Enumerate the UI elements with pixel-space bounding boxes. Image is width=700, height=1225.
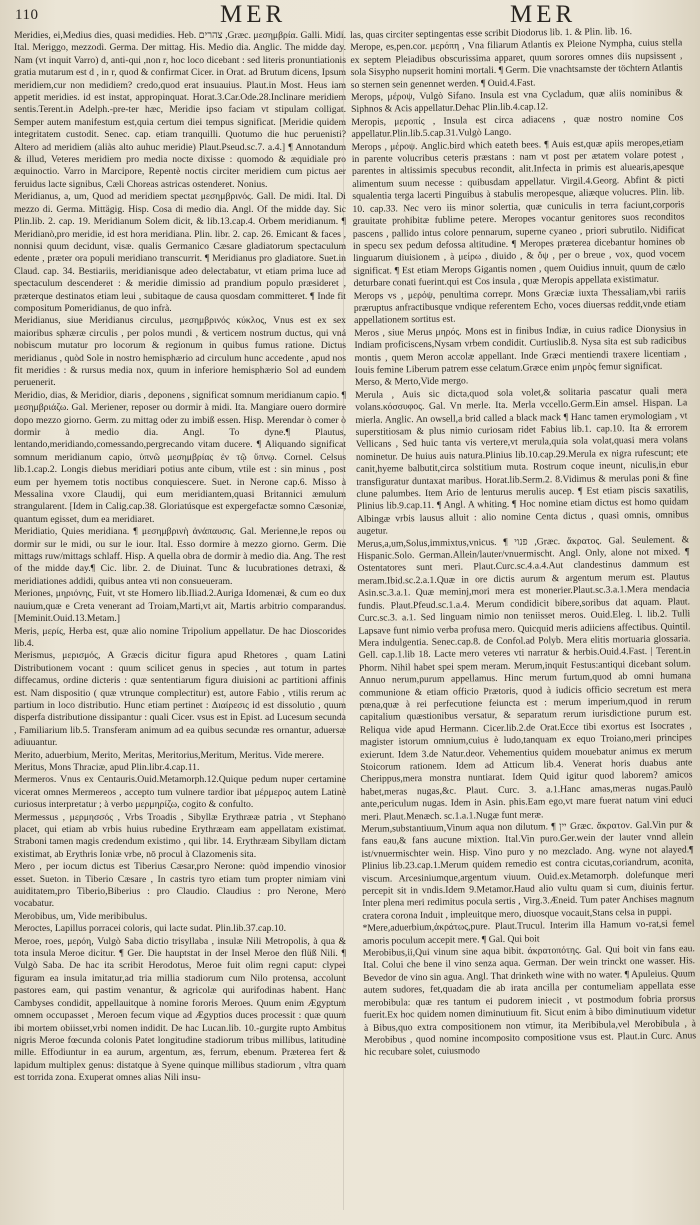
entry: Meroctes, Lapillus porracei coloris, qui lacte sudat. Plin.lib.37.cap.10. [14,923,286,935]
entry: Meritus, Mons Thraciæ, apud Plin.libr.4.cap.11. [14,761,200,773]
entry: Merops vs , μερόψ, penultima correpr. Mons Græciæ iuxta Thessaliam,vbi rariis præruptus anfractibusque vndique referentem Echo, voces diuersas reddit,vnde etiam appellationem sortitus est. [353,285,686,327]
entry: Merops, μέροψ, Vulgò Sifano. Insula est vna Cycladum, quæ aliis nominibus & Siphnos & Acis appellatur.Dehac Plin.lib.4.cap.12. [350,87,683,116]
page-number: 110 [15,7,39,23]
entry: Merito, aduerbium, Merito, Meritas, Meritorius,Meritum, Meritus. Vide merere. [14,749,324,761]
entry: Merus,a,um,Solus,immixtus,vnicus. ¶ פנוי ,Græc. ἄκρατος. Gal. Seulement. & Hispanic.Solo. German.Allein/lauter/vnuermischt. Angl. Only, alone not mixed. ¶ Ostentatores sunt meri. Plaut.Curc.sc.4.a.4.Aut clandestinus dammum est meram.Ibid.sc.2.a.1.Quæ in ore dictis aurum & argentum merum est. Plautus Asin.sc.3.a.1. Quæ meminj,mori mera est monerier.Plaut.sc.3.a.1.Mera mendacia fundis. Plaut.Pfeud.sc.1.a.4. Merum condidicit bibere,soribus dat aquam. Plaut. Curc.sc.3. a.1. Sed linguam nimio non teniisset meros. Ouid.Eleg. l. lib.2. Tulli Lapsave funt nimio verba profusa mero. Quicquid meris adiiciens affectibus. Quintil. Mera indulgentia. Senec.cap.8. de Confol.ad Polyb. Mera elitis mortuaria glossaria. Gell. cap.1.lib 18. Lacte mero veteres vti narratur & herbis.Ouid.4.Fast. | Terent.in Phorm. Nihil habet spei spem meram. Merum,inquit Festus:antiqui dicebant solum. Annuo nerum,purum appellamus. Hinc merum furtum,quod ab omni humana communione & etiam officio Prætoris, quod à iudicis officio secretum est mera pœna,quæ à rei perfecutione feiuncta est : merum imperium,quod in rerum capitalium quæstionibus versatur, & separatum rerum iurisdictione purum est. Reliqua vide apud Hermann. Cicer.lib.2.de Orat.Ecce tibi exortus est Isocrates , magister istorum omnium,cuius è ludo,tanquam ex equo Troiano,meri principes exierunt. Idem 3.de Natur.deor. Vehementius quidem mouebatur animus ex merum Stoicorum rationem. Idem ad Atticum lib.4. Venerat horis duabus ante Cherippus,mera monstra nuntiarat. Idem Quid igitur quod laborem? amicos habet,meras nugas,&c. Plaut. Curc. 3. a.1.Hanc amas,meras nugas.Paulò ante,periculum nugas. Idem in Asin. phis.Eam ego,vt mare fuerat natum vini educi meri. Plaut.Menæch. sc.1.a.1.Nugæ funt meræ. [357,533,693,823]
entry: Meridianus, a, um, Quod ad meridiem spectat μεσημβρινός. Gall. De midi. Ital. Di mezzo di. Germa. Mittägig. Hisp. Cosa di medio dia. Angl. Of the midde day. Sic Plin.lib. 2. cap. 19. Meridianum Solem dicit, & lib.13.cap.4. Orbem meridianum. ¶ Meridianò,pro meridie, id est hora meridiana. Plin. libr. 2. cap. 26. Emicant & faces , nonnisi quum decidunt, visæ. qualis Germanico Cæsare gladiatorum spectaculum edente , præter ora populi meridiano transcurrit. ¶ Meridianus pro gladiatore. Suet.in Claud. cap. 34. Bestiariis, meridianisque adeo delectabatur, vt etiam prima luce ad spectaculum descenderet : & meridie dimissio ad prandium populo præsideret , præterque destinatos etiam leui , subitaque de causa quosdam committeret. ¶ Inde fit compositum Pomeridianus, de quo infrà. [14,191,346,314]
entry: Merismus, μερισμός, A Græcis dicitur figura apud Rhetores , quam Latini Distributionem vocant : quum scilicet genus in species , aut totum in partes diffecamus, ordine dicteris : quæ sententiarum figura diuisioni ac partitioni affinis est. Nam dispositio ( quæ vtrunque complectitur) est, autore Fabio , vtilis rerum ac partium in loco distributio. Hunc etiam pertinet : Διαίρεσις id est dissolutio , quum disperfa distributione dissipantur : quali Cicer. vsus est in Epist. ad Lucesum secunda , Familiarium lib.5. Transferam animum ad ea quibus secundæ res ornantur, aduersæ adiuuantur. [14,650,346,749]
entry: Meriones, μηριόνης, Fuit, vt ste Homero lib.Iliad.2.Auriga Idomenæi, & cum eo dux nauium,quæ e Creta venerant ad Troiam,Marti,vt ait, Martis arbitrio comparandus. [Meminit.Ouid.13.Metam.] [14,588,346,625]
entry: Meridiatio, Quies meridiana. ¶ μεσημβρινὴ ἀνάπαυσις. Gal. Merienne,le repos ou dormir sur le midi, ou sur le iour. Ital. Esso dormire à mezzo giorno. Germ. Die mittags ruw/mittags schlaff. Hisp. A quella obra de dormir à medio dia. Ang. The rest of the midde day.¶ Cic. libr. 2. de Diuinat. Tunc & lucubrationes detraxi, & meridiationes addidi, quibus antea vti non consueueram. [14,526,346,587]
entry: Merops , μέροψ. Anglic.bird which eateth bees. ¶ Auis est,quæ apiis meropes,etiam in parente volucribus ceteris præstans : nam vt post per ætatem volare potest , parentes in altissimis specubus recondit, alit.Infecta in primis est aluearis,apesque alimentum suum necesse : quibusdam appellatur. Virgil.4.Georg. Abfint & picti squalentia terga lacerti Pinguibus à stabulis meropesque, aliæque volucres. Plin. lib. 10. cap.33. Nec vero iis minor solertia, quæ cuniculis in terra faciunt,corporis grauitate prohibitæ fublime petere. Meropes vocantur genitores suos reconditos pascens , pallido intus colore pennarum, superne cyaneo , priori subrutilo. Nidificat in specu sex pedum defossa altitudine. ¶ Meropes præterea dicebantur homines ob linguarum diuisionem , à μείρω , diuido , & ὄψ , per o breue , vox, quod vocem significat. ¶ Est etiam Merops Gigantis nomen , quem Ouidius innuit, quum de cælo deturbare conati fuerint.qui est Cos insula , quæ Meropis appellata existimatur. [351,137,686,290]
entry: Meridies, ei,Medius dies, quasi medidies. Heb. צהרים ,Græc. μεσημβρία. Galli. Midi. Ital. Meriggo, mezzodì. Germa. Der mittag. His. Medio dia. Anglic. The midde day. Nam (vt inquit Varro) d, anti-qui ,non r, hoc loco dicebant : sed literis pronuntiationis gratia mutarum est d , in r, quod & confirmat Cicer. in Orat. ad Brutum dicens, Ipsum meridiem,cur non medidiem? credo,quod erat insuauius. Plaut.in Most. Heus iam appetit meridies. id est instat, appropinquat. Horat.3.Car.Ode.28.Inclinare meridiem sentis.Terent.in Adelph.-pre-ter hæc, Meridie ipso faciam vt stipulam colligat. Semper autem manifestum est,quia certum diei tempus significat. [Meridie quidem integritatem custodit. Senec. cap. etiam tranquilli. Quotumo die huc peruenisti? Altero ad meridiem (aliàs alto auhuc meridie) Plaut.Pseud.sc.7. a.4.] ¶ Annotandum & illud, Veteres meridiem pro media nocte dixisse : quomodo & æquidiale pro æquinoctio. Varro in Marcipore, Repentè noctis circiter meridiem cum pictus aer feruidus lacte signibus, Cæli Choreas astricas ostenderet. Nonius. [14,30,346,190]
entry: Meros , siue Merus μηρός. Mons est in finibus Indiæ, in cuius radice Dionysius in Indiam proficiscens,Nysam vrbem condidit. Curtiuslib.8. Nysa sita est sub radicibus montis , quem Meron accolæ appellant. Inde Græci mentiendi traxere licentiam , Iouis femine Liberum patrem esse celatum.Græce enim μηρὸς femur significat. [354,323,687,376]
entry: Merula , Auis sic dicta,quod sola volet,& solitaria pascatur quali mera volans.κόσσυφος. Gal. Vn merle. Ita. Merla vccello.Germ.Ein amsel. Hispan. La mierla. Anglic. An owsell,a brid called a black mack ¶ Hanc tamen erymologiam , vt superstitiosam & plus nimio curiosam ridet Fabius lib.1. cap.10. Ita & errorem Vellicans , Sed huic tanta vis vertere,vt merula,quia sola volat,quasi mera volans nominetur. De huius auis natura.Plinius lib.10.cap.29.Merula ex nigra rufescunt; ete canit,hyeme balbutit,circa solstitium muta. Rostrum coque ineunt, niculis,in ebur transfiguratur duntaxat maribus. Horat.lib.Serm.2. 8.Vidimus & merulas poni & fine clune palumbes. Item Ario de lenturus merulis aucep. ¶ Est etiam piscis saxatilis, Plinius lib.9.cap.11. ¶ Angl. A whiting. ¶ Hoc nomine etiam dictus est homo quidam Albingæ vrbis lausus alluit : alio nomine Centa dictus , quasi omnis, omnibus augetur. [355,385,689,538]
running-head-left: MER [220,1,287,28]
entry: Mero , per iocum dictus est Tiberius Cæsar,pro Nerone: quòd impendio vinosior esset. Sueton. in Tiberio Cæsare , In castris tyro etiam tum propter nimiam vini auiditatem,pro Tiberio,Biberius : pro Claudio. Claudius : pro Nerone, Mero vocabatur. [14,861,346,910]
entry: Meroe, roes, μερόη, Vulgò Saba dictio trisyllaba , insulæ Nili Metropolis, à qua & tota insula Meroe dicitur. ¶ Ger. Die hauptstat in der Insel Meroe den flüß Nili. ¶ Vulgò Saba. De hac ita scribit Herodotus, Meroe fuit olim regni caput: clypei figuram ea insula imitatur,ad tria millia stadiorum cum Nilo protensa, accolunt pastores eam, qui pastim venantur, & agricolæ qui aurifodinas habent. Hanc Cambyses condidit, appellauitque à nomine fororis Meroes. Quum enim Ægyptum omnem occupasset , Meroen fecum vique ad Ægyptios duces processit : quæ quum ibi mortem obiisset,vrbi nomen indidit. De hac Lucan.lib. 10.-gurgite rupto Ambitus nigris Meroe fœcunda colonis Patet longitudine stadiorum tribus millibus, latitudine mille. Effodiuntur in ea aurum, argentum, æs, ferrum, ebenum. Præterea fert & lapidum multiplex genus: distatque à Syene quinque millibus stadiorum , vltra quam est torrida zona. Exuperat omnes alias Nili insu- [14,935,346,1084]
entry: Mermessus , μερμησσός , Vrbs Troadis , Sibyllæ Erythrææ patria , vt Stephano placet, qui etiam ab vrbis huius rubedine Erythræam eam appellatam existimat. Straboni tamen magis credendum existimo , qui libr. 14. Erythræam Sibyllam dictam existimat, ab Erythris Ioniæ vrbe, nō procul à Clazomenis sita. [14,811,346,860]
entry: Merso, & Merto,Vide mergo. [354,375,469,389]
left-column [14,30,346,1215]
entry: Meridio, dias, & Meridior, diaris , deponens , significat somnum meridianum capio. ¶ μεσημβριάζω. Gal. Meriener, reposer ou dormir à midi. Ita. Mangiare ouero dormire dopo mezzo giorno. Germ. zu mittag oder zu imbiß essen. Hisp. Merendar ò comer ò dormir à medio dia. Angl. To dyne.¶ Plautus, lentando,meridiando,comessando,pergrecando vitam ducere. ¶ Aliquando significat somnum meridianum capio, ὑπνῶ μεσημβρίας ἐν τῷ ὕπνῳ. Cornel. Celsus lib.1.cap.2. Longis diebus meridiari potius ante cibum, vtile est : sin minus , post eum per hyemem totis noctibus conquiescere. Suet. in Nerone cap.6. Misso à Messalina vxore Claudij, qui eum meridiantem,quasi Britannici æmulum strangularent. [Idem in Calig.cap.38. Gloriatúsque est expergefactæ somno Cæsoniæ, quantum egisset, dum ea meridiaret. [14,389,346,525]
entry: Merobibus, um, Vide meribibulus. [14,910,148,922]
entry: Merobibus,ii,Qui vinum sine aqua bibit. ἀκρατοπότης. Gal. Qui boit vin fans eau. Ital. Colui che bene il vino senza aqua. German. Der wein trinckt one wasser. His. Bevedor de vino sin agua. Angl. That drinketh wine with no water. ¶ Apuleius. Quum autem sudores, fet,quadam die ab irata ancilla per contumeliam appellata esse merobibula: quæ res tantum ei pudorem iniecit , vt postmodum fobria prorsus fuerit.Ex hoc quidem nomen diminutiuum fit. Sicut enim à bibo diminutiuum videtur à Bibus,quo extra compositionem non vtimur, ita Meribibula,vel Merobibula , à Merobibus , quod nomine incomposito compositione vsus est. Plaut.in Curc. Anus hic recubare solet, cuiusmodo [362,943,697,1059]
entry: Mermeros. Vnus ex Centauris.Ouid.Metamorph.12.Quique pedum nuper certamine vicerat omnes Mermereos , accepto tum vulnere tardior ibat μέρμερος autem Latinè curiosus interpretatur ; à verbo μερμηρίζω, cogito & confulto. [14,774,346,811]
entry: *Mere,aduerbium,ἀκράτως,pure. Plaut.Trucul. Interim illa Hamum vo-rat,si femel amoris poculum accepit mere. ¶ Gal. Qui boit [362,918,695,947]
column-gutter [343,30,344,1210]
entry: Meris, μερίς, Herba est, quæ alio nomine Tripolium appellatur. De hac Dioscorides lib.4. [14,625,346,649]
entry-continuation: las, quas circiter septingentas esse scribit Diodorus lib. 1. & Plin. lib. 16. [350,26,633,41]
right-column [350,25,699,1215]
entry: Merope, es,pen.cor. μερόπη , Vna filiarum Atlantis ex Pleione Nympha, cuius stella ex septem Pleiadibus obscurissima apparet, quum sorores omnes diis nupsissent , sola Sisypho nupserit homini mortali. ¶ Germ. Die vnachtsamste der töchtern Atlantis so sternen sein genennet werden. ¶ Ouid.4.Fast. [350,37,683,91]
entry: Merum,substantiuum,Vinum aqua non dilutum. ¶ יין Græc. ἄκρατον. Gal.Vin pur & fans eau,& fans aucune mixtion. Ital.Vin puro.Ger.wein der lauter vnnd allein ist/vnuermischter wein. Hisp. Vino puro y no mezclado. Ang. wyne not alayed.¶ Plinius lib.23.cap.1.Merum quidem remedio est contra cicutas,coriandrum, aconita, viscum. Arcesiniumque,argentum viuum. Ouid.ex.Metamorph. dolefunque meri percepit sit in vndis.Idem 9.Metamor.Haud alio vultu quam si cum, diuinis fertur. Inter plena meri redimitus pocula sertis , Virg.3.Æneid. Tum pater Anchises magnum cratera corona Induit , impleuitque mero, diuosque vocauit,Stans celsa in puppi. [361,819,695,922]
running-head-right: MER [510,1,577,28]
entry: Meridianus, siue Meridianus circulus, μεσημβρινός κύκλος, Vnus est ex sex maioribus sphæræ circulis , per polos mundi , & verticem nostrum ductus, qui vná nobiscum mutatur pro locorum & regionum in quibus fumus ratione. Dictus meridianus , quòd Sole in nostro hemisphærio ad circulum hunc accedente , apud nos fit meridies : & rursus media nox, quum in inferiore hemisphærio Sol ad eundem peruenerit. [14,315,346,389]
entry: Meropis, μεροπίς , Insula est circa adiacens , quæ nostro nomine Cos appellatur.Plin.lib.5.cap.31.Vulgò Lango. [351,112,684,141]
